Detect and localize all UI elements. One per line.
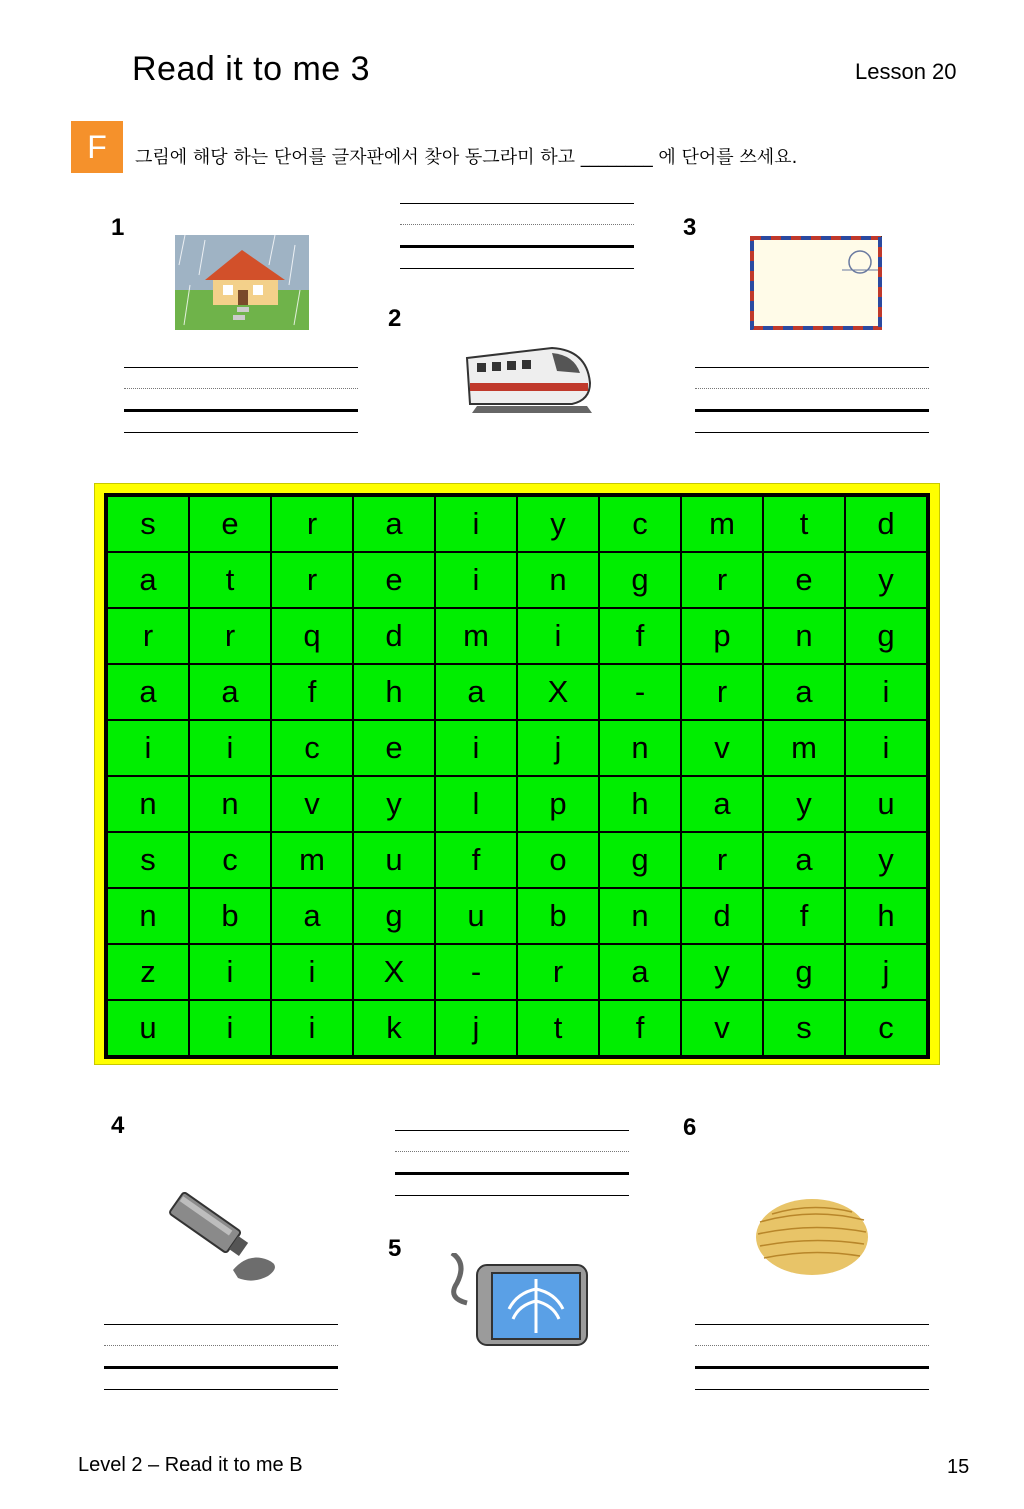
grid-cell[interactable]: g bbox=[599, 832, 681, 888]
word-search-grid bbox=[104, 493, 930, 1059]
grid-cell[interactable]: i bbox=[845, 664, 928, 720]
grid-cell[interactable]: n bbox=[106, 776, 189, 832]
grid-cell[interactable]: p bbox=[517, 776, 599, 832]
grid-cell[interactable]: s bbox=[106, 832, 189, 888]
grid-cell[interactable]: t bbox=[189, 552, 271, 608]
grid-cell[interactable]: f bbox=[763, 888, 845, 944]
grid-cell[interactable]: i bbox=[517, 608, 599, 664]
grid-cell[interactable]: i bbox=[435, 552, 517, 608]
page-number: 15 bbox=[947, 1456, 970, 1478]
item-number-1: 1 bbox=[111, 214, 125, 241]
grid-cell[interactable]: k bbox=[353, 1000, 435, 1057]
item-number-2: 2 bbox=[388, 305, 402, 332]
item-number-4: 4 bbox=[111, 1112, 125, 1139]
grid-cell[interactable]: r bbox=[271, 495, 353, 552]
grid-cell[interactable]: j bbox=[845, 944, 928, 1000]
grid-cell[interactable]: l bbox=[435, 776, 517, 832]
grid-cell[interactable]: b bbox=[189, 888, 271, 944]
item-number-6: 6 bbox=[683, 1114, 697, 1141]
grid-row bbox=[106, 776, 928, 832]
grid-cell[interactable]: n bbox=[106, 888, 189, 944]
grid-cell[interactable]: n bbox=[517, 552, 599, 608]
grid-cell[interactable]: y bbox=[763, 776, 845, 832]
rainy-house-icon bbox=[175, 235, 309, 330]
grid-cell[interactable]: i bbox=[189, 720, 271, 776]
grid-cell[interactable]: d bbox=[681, 888, 763, 944]
grid-cell[interactable]: t bbox=[517, 1000, 599, 1057]
grid-cell[interactable]: m bbox=[271, 832, 353, 888]
grid-cell[interactable]: g bbox=[763, 944, 845, 1000]
answer-lines-2[interactable] bbox=[400, 203, 634, 269]
grid-cell[interactable]: r bbox=[517, 944, 599, 1000]
x-ray-icon bbox=[447, 1253, 589, 1347]
grid-cell[interactable]: o bbox=[517, 832, 599, 888]
grid-cell[interactable]: e bbox=[189, 495, 271, 552]
grid-cell[interactable]: t bbox=[763, 495, 845, 552]
page-title: Read it to me 3 bbox=[132, 50, 371, 88]
grid-cell[interactable]: f bbox=[599, 1000, 681, 1057]
envelope-icon bbox=[750, 236, 882, 330]
grid-cell[interactable]: v bbox=[681, 1000, 763, 1057]
grid-cell[interactable]: s bbox=[763, 1000, 845, 1057]
grid-cell[interactable]: y bbox=[353, 776, 435, 832]
grid-cell[interactable]: y bbox=[845, 832, 928, 888]
grid-cell[interactable]: c bbox=[599, 495, 681, 552]
grid-cell[interactable]: h bbox=[845, 888, 928, 944]
grid-cell[interactable]: n bbox=[599, 720, 681, 776]
grid-cell[interactable]: j bbox=[517, 720, 599, 776]
grid-cell[interactable]: a bbox=[353, 495, 435, 552]
grid-cell[interactable]: e bbox=[353, 720, 435, 776]
grid-cell[interactable]: - bbox=[435, 944, 517, 1000]
grid-cell[interactable]: h bbox=[353, 664, 435, 720]
grid-cell[interactable]: r bbox=[681, 552, 763, 608]
grid-cell[interactable]: a bbox=[681, 776, 763, 832]
answer-lines-5[interactable] bbox=[395, 1130, 629, 1196]
grid-cell[interactable]: a bbox=[106, 552, 189, 608]
grid-cell[interactable]: a bbox=[106, 664, 189, 720]
grid-cell[interactable]: a bbox=[435, 664, 517, 720]
grid-cell[interactable]: r bbox=[271, 552, 353, 608]
grid-cell[interactable]: r bbox=[681, 664, 763, 720]
answer-lines-6[interactable] bbox=[695, 1324, 929, 1390]
grid-cell[interactable]: f bbox=[271, 664, 353, 720]
grid-cell[interactable]: y bbox=[845, 552, 928, 608]
grid-row bbox=[106, 888, 928, 944]
grid-cell[interactable]: e bbox=[353, 552, 435, 608]
grid-cell[interactable]: i bbox=[435, 720, 517, 776]
grid-row bbox=[106, 608, 928, 664]
train-icon bbox=[462, 338, 596, 420]
grid-cell[interactable]: f bbox=[599, 608, 681, 664]
grid-cell[interactable]: i bbox=[435, 495, 517, 552]
grid-cell[interactable]: c bbox=[271, 720, 353, 776]
grid-cell[interactable]: m bbox=[763, 720, 845, 776]
grid-cell[interactable]: n bbox=[189, 776, 271, 832]
grid-row bbox=[106, 944, 928, 1000]
grid-cell[interactable]: g bbox=[845, 608, 928, 664]
grid-cell[interactable]: u bbox=[845, 776, 928, 832]
grid-cell[interactable]: r bbox=[189, 608, 271, 664]
grid-row bbox=[106, 495, 928, 552]
grid-cell[interactable]: i bbox=[845, 720, 928, 776]
glue-tube-icon bbox=[158, 1192, 284, 1284]
grid-cell[interactable]: g bbox=[353, 888, 435, 944]
grid-cell[interactable]: h bbox=[599, 776, 681, 832]
footer-level: Level 2 – Read it to me B bbox=[78, 1454, 303, 1476]
grid-cell[interactable]: i bbox=[189, 1000, 271, 1057]
grid-cell[interactable]: r bbox=[681, 832, 763, 888]
grid-cell[interactable]: e bbox=[763, 552, 845, 608]
hay-icon bbox=[752, 1192, 872, 1282]
grid-cell[interactable]: i bbox=[271, 1000, 353, 1057]
grid-cell[interactable]: a bbox=[189, 664, 271, 720]
grid-cell[interactable]: a bbox=[599, 944, 681, 1000]
answer-lines-1[interactable] bbox=[124, 367, 358, 433]
grid-cell[interactable]: c bbox=[845, 1000, 928, 1057]
grid-cell[interactable]: X bbox=[517, 664, 599, 720]
grid-cell[interactable]: u bbox=[106, 1000, 189, 1057]
item-number-5: 5 bbox=[388, 1235, 402, 1262]
grid-cell[interactable]: z bbox=[106, 944, 189, 1000]
grid-cell[interactable]: i bbox=[106, 720, 189, 776]
lesson-label: Lesson 20 bbox=[855, 59, 957, 84]
grid-cell[interactable]: - bbox=[599, 664, 681, 720]
grid-cell[interactable]: f bbox=[435, 832, 517, 888]
grid-cell[interactable]: y bbox=[681, 944, 763, 1000]
grid-cell[interactable]: c bbox=[189, 832, 271, 888]
grid-row bbox=[106, 552, 928, 608]
grid-cell[interactable]: X bbox=[353, 944, 435, 1000]
grid-cell[interactable]: u bbox=[435, 888, 517, 944]
grid-cell[interactable]: g bbox=[599, 552, 681, 608]
grid-cell[interactable]: n bbox=[599, 888, 681, 944]
grid-cell[interactable]: a bbox=[763, 832, 845, 888]
answer-lines-3[interactable] bbox=[695, 367, 929, 433]
grid-row bbox=[106, 664, 928, 720]
grid-cell[interactable]: i bbox=[189, 944, 271, 1000]
instruction-text: 그림에 해당 하는 단어를 글자판에서 찾아 동그라미 하고 ________ 에 단어를 쓰세요. bbox=[135, 147, 798, 168]
grid-cell[interactable]: n bbox=[763, 608, 845, 664]
grid-cell[interactable]: d bbox=[845, 495, 928, 552]
grid-cell[interactable]: u bbox=[353, 832, 435, 888]
grid-cell[interactable]: d bbox=[353, 608, 435, 664]
grid-cell[interactable]: a bbox=[271, 888, 353, 944]
exercise-badge: F bbox=[71, 121, 123, 173]
grid-row bbox=[106, 720, 928, 776]
grid-cell[interactable]: i bbox=[271, 944, 353, 1000]
grid-cell[interactable]: s bbox=[106, 495, 189, 552]
grid-cell[interactable]: m bbox=[435, 608, 517, 664]
grid-cell[interactable]: q bbox=[271, 608, 353, 664]
grid-row bbox=[106, 832, 928, 888]
grid-cell[interactable]: a bbox=[763, 664, 845, 720]
grid-cell[interactable]: y bbox=[517, 495, 599, 552]
grid-cell[interactable]: p bbox=[681, 608, 763, 664]
grid-cell[interactable]: v bbox=[271, 776, 353, 832]
item-number-3: 3 bbox=[683, 214, 697, 241]
grid-cell[interactable]: r bbox=[106, 608, 189, 664]
grid-cell[interactable]: m bbox=[681, 495, 763, 552]
grid-cell[interactable]: v bbox=[681, 720, 763, 776]
grid-row bbox=[106, 1000, 928, 1057]
grid-cell[interactable]: j bbox=[435, 1000, 517, 1057]
grid-cell[interactable]: b bbox=[517, 888, 599, 944]
answer-lines-4[interactable] bbox=[104, 1324, 338, 1390]
